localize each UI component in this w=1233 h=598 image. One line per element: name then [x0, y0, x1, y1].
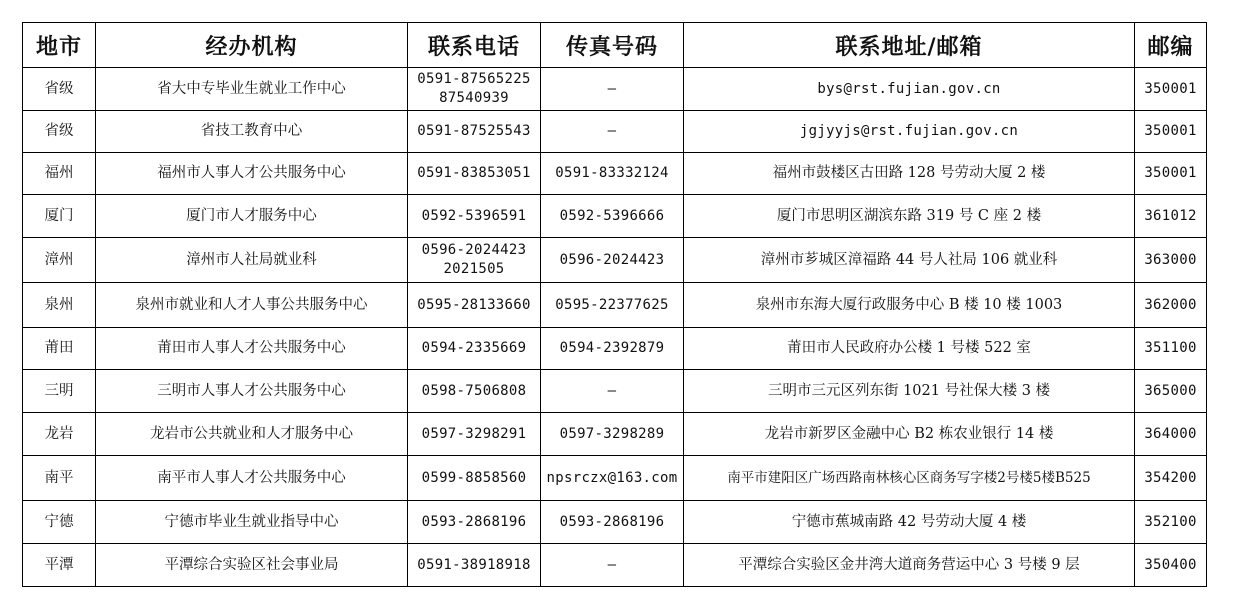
cell-city: 莆田	[23, 328, 96, 370]
cell-address: 福州市鼓楼区古田路 128 号劳动大厦 2 楼	[684, 153, 1135, 195]
cell-city: 厦门	[23, 195, 96, 238]
table-row	[23, 153, 1207, 195]
cell-phone	[408, 283, 541, 328]
cell-city: 泉州	[23, 283, 96, 328]
cell-agency: 福州市人事人才公共服务中心	[96, 153, 408, 195]
cell-phone	[408, 328, 541, 370]
table-row	[23, 544, 1207, 587]
cell-phone	[408, 544, 541, 587]
cell-fax: –	[541, 370, 684, 413]
cell-fax: 0592-5396666	[541, 195, 684, 238]
cell-city: 省级	[23, 68, 96, 111]
cell-agency: 省技工教育中心	[96, 111, 408, 153]
cell-agency: 南平市人事人才公共服务中心	[96, 456, 408, 501]
cell-postcode: 363000	[1135, 238, 1207, 283]
table-row	[23, 456, 1207, 501]
phone-line: 0594-2335669	[421, 340, 527, 356]
phone-line: 2021505	[443, 261, 505, 277]
cell-address: 宁德市蕉城南路 42 号劳动大厦 4 楼	[684, 501, 1135, 544]
header-address: 联系地址/邮箱	[684, 23, 1135, 68]
cell-city: 南平	[23, 456, 96, 501]
cell-agency: 泉州市就业和人才人事公共服务中心	[96, 283, 408, 328]
cell-fax: 0597-3298289	[541, 413, 684, 456]
cell-address: 莆田市人民政府办公楼 1 号楼 522 室	[684, 328, 1135, 370]
table-row	[23, 501, 1207, 544]
cell-phone	[408, 238, 541, 283]
header-city: 地市	[23, 23, 96, 68]
cell-postcode: 365000	[1135, 370, 1207, 413]
table-row	[23, 195, 1207, 238]
phone-line: 0591-38918918	[417, 556, 531, 573]
cell-phone	[408, 413, 541, 456]
cell-postcode: 361012	[1135, 195, 1207, 238]
cell-address: 厦门市思明区湖滨东路 319 号 C 座 2 楼	[684, 195, 1135, 238]
phone-line: 0592-5396591	[421, 207, 527, 224]
cell-postcode: 350400	[1135, 544, 1207, 587]
cell-address: 平潭综合实验区金井湾大道商务营运中心 3 号楼 9 层	[684, 544, 1135, 587]
table-row	[23, 68, 1207, 111]
cell-address: 三明市三元区列东街 1021 号社保大楼 3 楼	[684, 370, 1135, 413]
cell-agency: 厦门市人才服务中心	[96, 195, 408, 238]
agency-contact-table	[22, 22, 1207, 587]
cell-postcode: 362000	[1135, 283, 1207, 328]
table-row	[23, 370, 1207, 413]
cell-address: jgjyyjs@rst.fujian.gov.cn	[684, 111, 1135, 153]
phone-line: 0591-87525543	[417, 123, 531, 139]
cell-postcode: 350001	[1135, 153, 1207, 195]
table-row	[23, 328, 1207, 370]
cell-phone	[408, 501, 541, 544]
header-postcode: 邮编	[1135, 23, 1207, 68]
cell-agency: 漳州市人社局就业科	[96, 238, 408, 283]
phone-line: 0591-83853051	[417, 165, 531, 181]
phone-line: 0599-8858560	[421, 469, 527, 486]
phone-line: 0596-2024423	[421, 242, 527, 258]
cell-agency: 莆田市人事人才公共服务中心	[96, 328, 408, 370]
phone-line: 0593-2868196	[421, 513, 527, 530]
cell-address: 泉州市东海大厦行政服务中心 B 楼 10 楼 1003	[684, 283, 1135, 328]
cell-fax: 0595-22377625	[541, 283, 684, 328]
phone-line: 0591-87565225	[417, 71, 531, 87]
cell-city: 省级	[23, 111, 96, 153]
cell-phone	[408, 456, 541, 501]
cell-address: bys@rst.fujian.gov.cn	[684, 68, 1135, 111]
cell-city: 三明	[23, 370, 96, 413]
phone-line: 0597-3298291	[421, 425, 527, 442]
header-phone: 联系电话	[408, 23, 541, 68]
phone-line: 0595-28133660	[417, 296, 531, 313]
cell-city: 龙岩	[23, 413, 96, 456]
table-wrapper	[22, 22, 1207, 587]
header-agency: 经办机构	[96, 23, 408, 68]
cell-fax: –	[541, 111, 684, 153]
cell-phone	[408, 195, 541, 238]
cell-agency: 三明市人事人才公共服务中心	[96, 370, 408, 413]
cell-postcode: 364000	[1135, 413, 1207, 456]
cell-postcode: 352100	[1135, 501, 1207, 544]
cell-agency: 平潭综合实验区社会事业局	[96, 544, 408, 587]
cell-fax: 0596-2024423	[541, 238, 684, 283]
phone-line: 0598-7506808	[421, 382, 527, 399]
phone-line: 87540939	[439, 90, 509, 106]
cell-postcode: 350001	[1135, 111, 1207, 153]
cell-fax: 0591-83332124	[541, 153, 684, 195]
cell-agency: 宁德市毕业生就业指导中心	[96, 501, 408, 544]
cell-phone	[408, 153, 541, 195]
cell-phone	[408, 370, 541, 413]
cell-address: 漳州市芗城区漳福路 44 号人社局 106 就业科	[684, 238, 1135, 283]
cell-fax: –	[541, 544, 684, 587]
cell-city: 漳州	[23, 238, 96, 283]
cell-postcode: 351100	[1135, 328, 1207, 370]
table-row	[23, 111, 1207, 153]
table-row	[23, 238, 1207, 283]
cell-postcode: 350001	[1135, 68, 1207, 111]
cell-fax: 0594-2392879	[541, 328, 684, 370]
cell-city: 宁德	[23, 501, 96, 544]
cell-agency: 省大中专毕业生就业工作中心	[96, 68, 408, 111]
header-fax: 传真号码	[541, 23, 684, 68]
cell-fax: npsrczx@163.com	[541, 456, 684, 501]
cell-phone	[408, 111, 541, 153]
table-row	[23, 413, 1207, 456]
table-row	[23, 283, 1207, 328]
cell-address: 龙岩市新罗区金融中心 B2 栋农业银行 14 楼	[684, 413, 1135, 456]
cell-address: 南平市建阳区广场西路南林核心区商务写字楼2号楼5楼B525	[684, 456, 1135, 501]
cell-agency: 龙岩市公共就业和人才服务中心	[96, 413, 408, 456]
cell-city: 平潭	[23, 544, 96, 587]
cell-fax: 0593-2868196	[541, 501, 684, 544]
cell-city: 福州	[23, 153, 96, 195]
cell-fax: –	[541, 68, 684, 111]
header-row	[23, 23, 1207, 68]
cell-postcode: 354200	[1135, 456, 1207, 501]
cell-phone	[408, 68, 541, 111]
